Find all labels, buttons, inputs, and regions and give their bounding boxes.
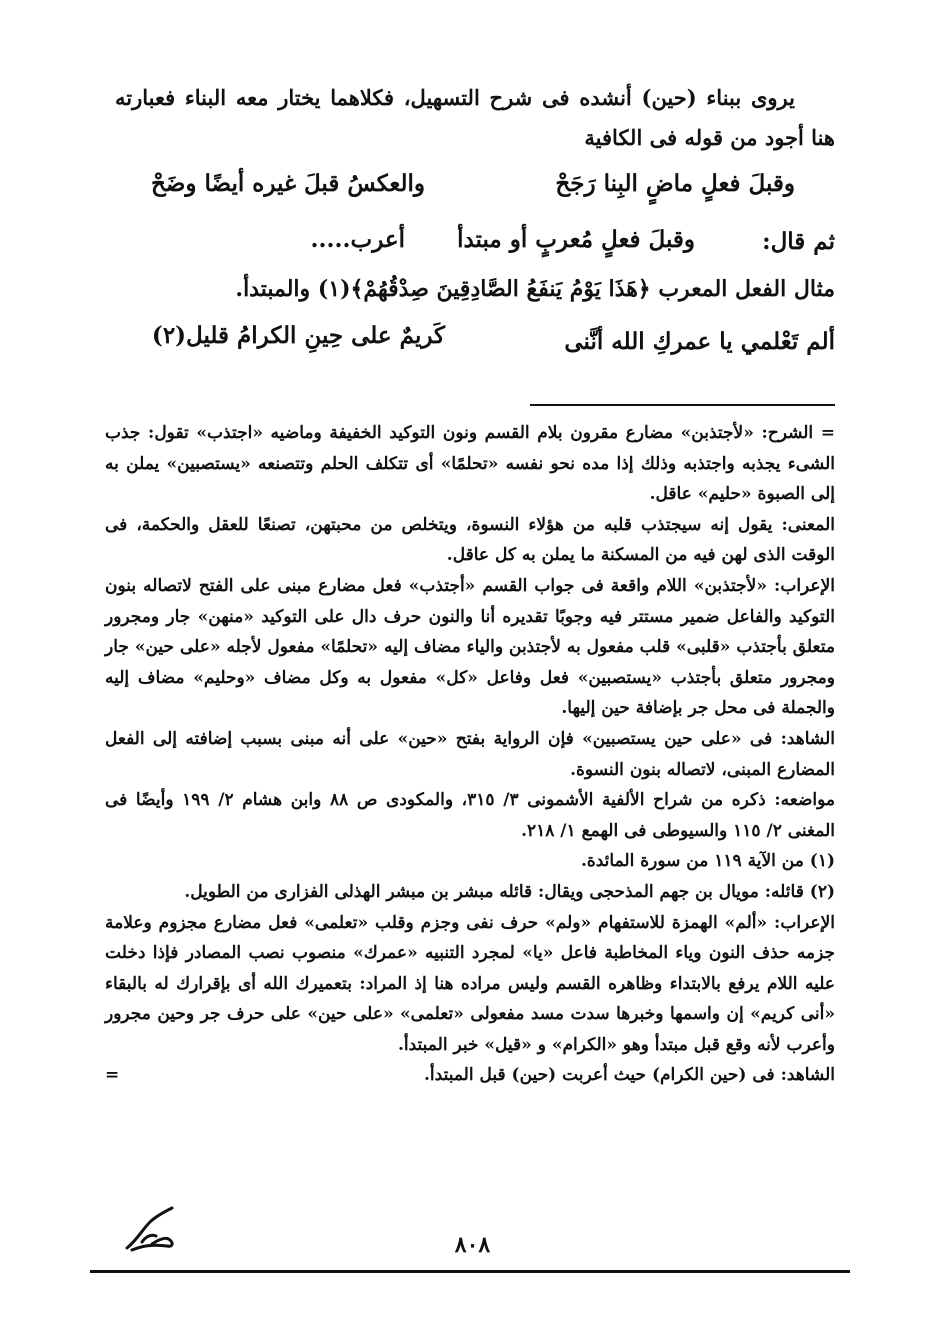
verse2-second-hemistich: أعرب..... xyxy=(310,226,405,253)
footnote-2: (٢) قائله: مويال بن جهم المذحجى ويقال: قائله مبشر بن مبشر الهذلى الفزارى من الطويل. xyxy=(184,881,835,902)
verse3-second-hemistich: كَريمٌ على حِينِ الكرامُ قليل(٢) xyxy=(151,322,445,349)
footnotes xyxy=(105,418,835,1091)
publisher-mark-icon xyxy=(122,1200,182,1260)
verse1-first-hemistich: وقبلَ فعلٍ ماضٍ البِنا رَجَحْ xyxy=(555,170,795,197)
then-said-label: ثم قال: xyxy=(762,228,835,255)
main-text xyxy=(115,78,835,158)
verse3-first-hemistich: ألم تَعْلمي يا عمركِ الله أنَّنى xyxy=(564,328,835,355)
footnote-1: (١) من الآية ١١٩ من سورة المائدة. xyxy=(580,851,835,872)
continuation-mark: = xyxy=(105,1065,120,1086)
page-number: ٨٠٨ xyxy=(454,1232,491,1258)
shahid-text-2: الشاهد: فى (حين الكرام) حيث أعربت (حين) قبل المبتدأ. xyxy=(424,1065,835,1086)
sharh-paragraph: = الشرح: «لأجتذبن» مضارع مقرون بلام القسم ونون التوكيد الخفيفة وماضيه «اجتذب» تقول: جذب الشىء يجذبه واجتذبه وذلك إذا مده نحو نفسه «تحلمًا» أى تتكلف الحلم وتتصنعه «يستصبين» يملن به إلى الصبوة «حليم» عاقل. xyxy=(105,423,835,505)
shahid-paragraph-2 xyxy=(105,1060,835,1091)
shahid-paragraph-1: الشاهد: فى «على حين يستصبين» فإن الرواية بفتح «حين» على أنه مبنى بسبب إضافته إلى الفعل المضارع المبنى، لاتصاله بنون النسوة. xyxy=(105,728,835,780)
footer-rule xyxy=(90,1270,850,1273)
irab-paragraph-2: الإعراب: «ألم» الهمزة للاستفهام «ولم» حرف نفى وجزم وقلب «تعلمى» فعل مضارع مجزوم وعلامة جزمه حذف النون وياء المخاطبة فاعل «يا» لمجرد التنبيه «عمرك» منصوب نصب المصادر فإذا دخلت عليه اللام يرفع بالابتداء وظاهره القسم وليس مراده هنا إذ المراد: بتعميرك الله أى بإقرارك له بالبقاء «أنى كريم» إن واسمها وخبرها سدت مسد مفعولى «تعلمى» «على حين» على حرف جر وحين مجرور وأعرب لأنه وقع قبل مبتدأ وهو «الكرام» و «قيل» خبر المبتدأ. xyxy=(105,912,835,1055)
irab-paragraph-1: الإعراب: «لأجتذبن» اللام واقعة فى جواب القسم «أجتذب» فعل مضارع مبنى على الفتح لاتصاله بنون التوكيد والفاعل ضمير مستتر فيه وجوبًا تقديره أنا والنون حرف دال على التوكيد «منهن» جار ومجرور متعلق بأجتذب «قلبى» قلب مفعول به لأجتذبن والياء مضاف إليه «تحلمًا» مفعول لأجله «على حين» جار ومجرور متعلق بأجتذب «يستصبين» فعل وفاعل «كل» مفعول به وكل مضاف «وحليم» مضاف إليه والجملة فى محل جر بإضافة حين إليها. xyxy=(105,575,835,719)
mawadi-paragraph: مواضعه: ذكره من شراح الألفية الأشمونى ٣/ ٣١٥، والمكودى ص ٨٨ وابن هشام ٢/ ١٩٩ وأيضًا فى المغنى ٢/ ١١٥ والسيوطى فى الهمع ١/ ٢١٨. xyxy=(105,790,835,841)
verse2-first-hemistich: وقبلَ فعلٍ مُعربٍ أو مبتدأ xyxy=(457,226,695,253)
example-line: مثال الفعل المعرب ﴿هَذَا يَوْمُ يَنفَعُ الصَّادِقِينَ صِدْقُهُمْ﴾(١) والمبتدأ. xyxy=(235,276,835,302)
verse1-second-hemistich: والعكسُ قبلَ غيره أيضًا وضَحْ xyxy=(151,170,425,197)
footnote-separator xyxy=(530,404,835,406)
maana-paragraph: المعنى: يقول إنه سيجتذب قلبه من هؤلاء النسوة، ويتخلص من محبتهن، تصنعًا للعقل والحكمة، فى الوقت الذى لهن فيه من المسكنة ما يملن به كل عاقل. xyxy=(105,514,835,566)
opening-paragraph: يروى ببناء (حين) أنشده فى شرح التسهيل، فكلاهما يختار معه البناء فعبارته هنا أجود من قوله فى الكافية xyxy=(115,85,835,150)
